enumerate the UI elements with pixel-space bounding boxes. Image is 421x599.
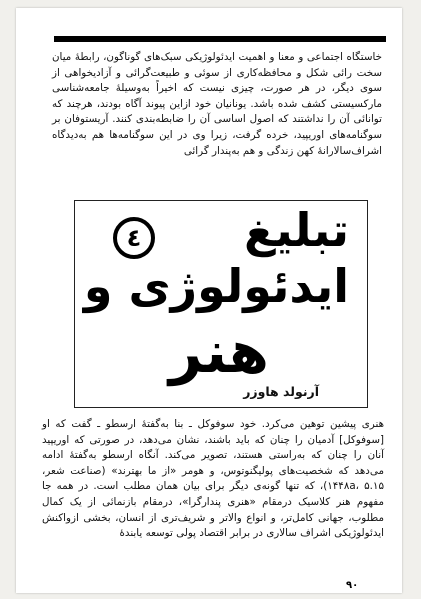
- top-paragraph: خاستگاه اجتماعی و معنا و اهمیت ایدئولوژیکی سبک‌های گوناگون، رابطهٔ میان سخت رائی شکل و محافظه‌کاری از سوئی و طبیعت‌گرائی و آزادیخواهی از سوی دیگر، در هر صورت، چیزی نیست که اخیراً به‌وسیلهٔ جامعه‌شناسی مارکسیستی کشف شده باشد. یونانیان خود ازاین پیوند آگاه بودند، هرچند که توانائی آن را نداشتند که اصول اساسی آن را ضابطه‌بندی کنند. آریستوفان بر سوگنامه‌های اوریپید، خرده گرفت، زیرا وی در این سوگنامه‌ها هم به‌دیدگاه اشراف‌سالارانهٔ کهن زندگی و هم به‌پندار گرائی: [52, 51, 382, 157]
- issue-number-badge: ٤: [113, 217, 155, 259]
- top-rule: [54, 36, 386, 42]
- bottom-paragraph: هنری پیشین توهین می‌کرد. خود سوفوکل ـ بنا به‌گفتهٔ ارسطو ـ گفت که او [سوفوکل] آدمیان را چنان که باید باشند، نشان می‌دهد، در صورتی که اوریپید آنان را چنان که به‌راستی هستند، تصویر می‌کند. آنگاه ارسطو به‌گفتهٔ ادامه می‌دهد که شخصیت‌های پولیگنوتوس، و هومر «از ما بهترند» (صناعت شعر، ۱۴۴۸a، ۵.۱۵)، که تنها گونه‌ی دیگر برای بیان همان مطلب است. در همه جا مفهوم هنر کلاسیک درمقام «هنری پندارگرا»، درمقام بازنمائی از یک کمال مطلوب، جهانی کامل‌تر، و انواع والاتر و شریف‌تری از انسان، بخشی ازواکنش ایدئولوژیکی اشراف سالاری در برابر اقتصاد پولی توسعه یابندهٔ: [42, 418, 384, 540]
- page-number: ۹۰: [346, 580, 359, 591]
- title-line-2: ایدئولوژی و: [83, 259, 349, 313]
- article-title-box: [74, 200, 368, 408]
- title-line-1: تبلیغ: [243, 203, 349, 257]
- document-page: [16, 8, 402, 593]
- title-line-3: هنر: [169, 318, 269, 386]
- author-name: آرنولد هاوزر: [243, 384, 319, 399]
